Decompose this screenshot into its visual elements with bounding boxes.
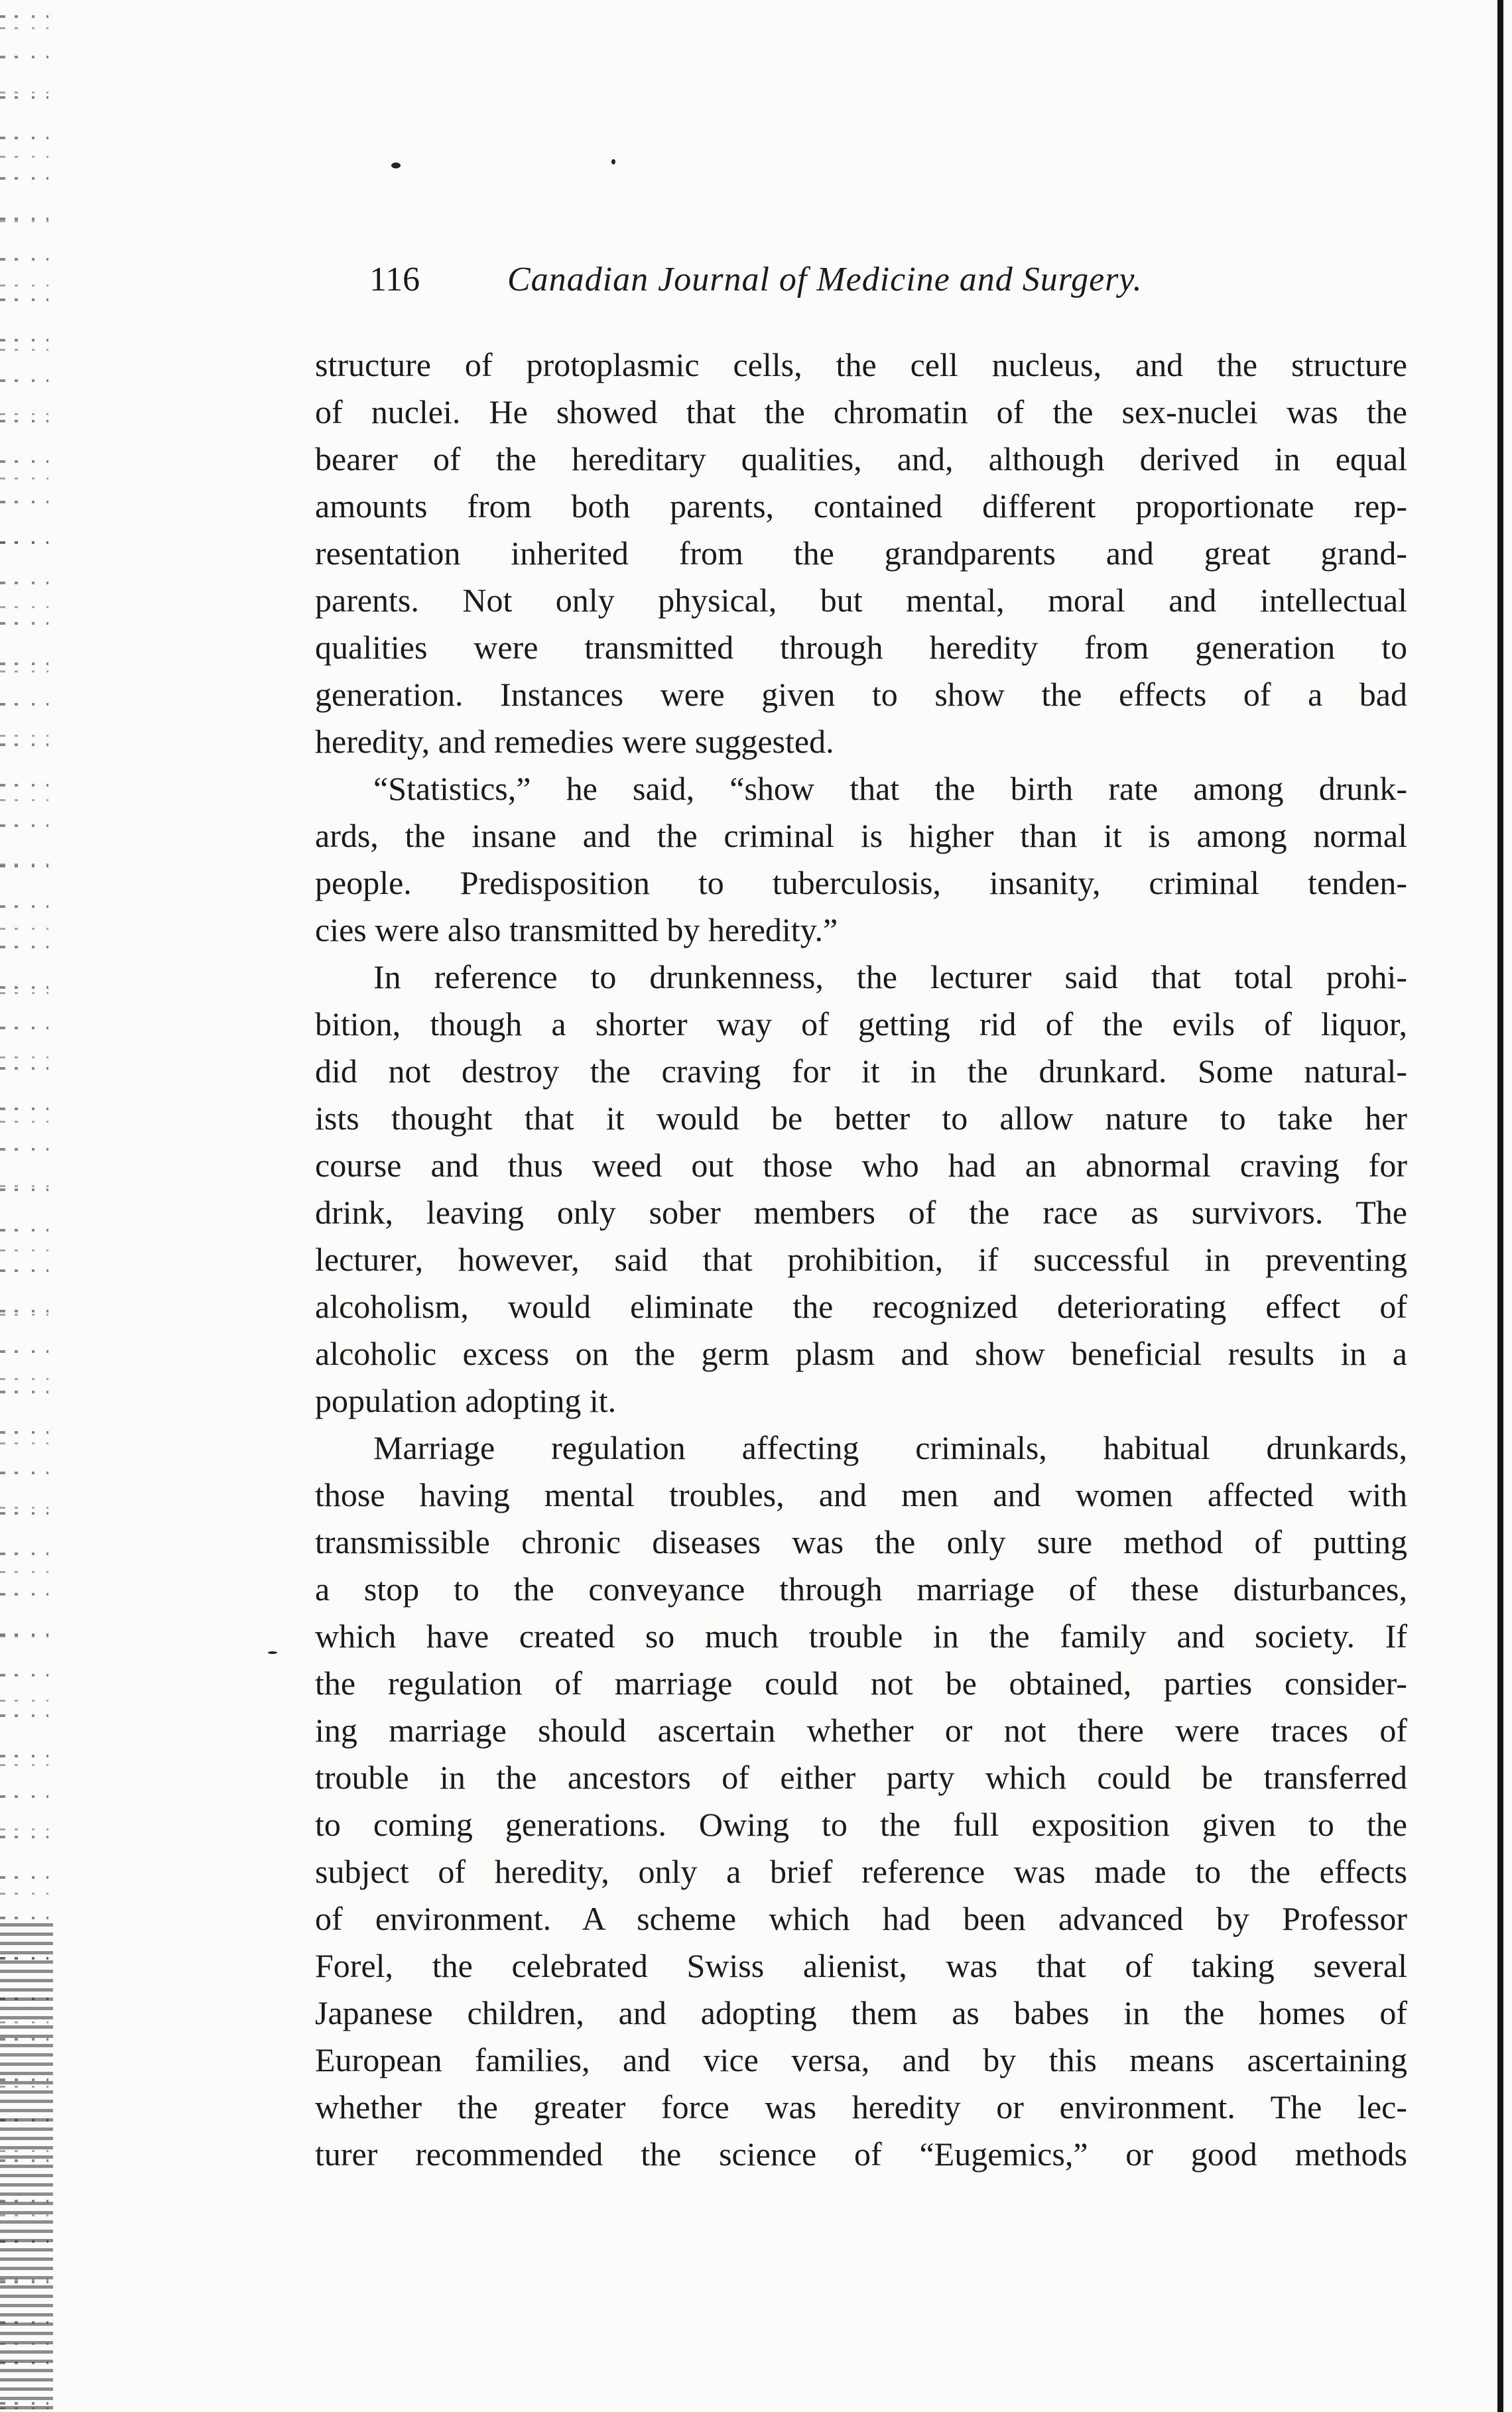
- text-line: In reference to drunkenness, the lecturer said that total prohi-: [373, 958, 1407, 995]
- text-line: Japanese children, and adopting them as babes in the homes of: [315, 1994, 1407, 2031]
- text-line: qualities were transmitted through heredity from generation to: [315, 629, 1407, 666]
- text-line: the regulation of marriage could not be obtained, parties consider-: [315, 1665, 1407, 1702]
- text-line: population adopting it.: [315, 1382, 617, 1419]
- text-line: generation. Instances were given to show the effects of a bad: [315, 676, 1407, 713]
- text-line: structure of protoplasmic cells, the cell nucleus, and the structure: [315, 346, 1407, 383]
- text-line: alcoholism, would eliminate the recognized deteriorating effect of: [315, 1288, 1407, 1325]
- journal-title: Canadian Journal of Medicine and Surgery.: [507, 261, 1143, 298]
- scan-speck: [391, 162, 401, 168]
- text-line: bearer of the hereditary qualities, and, although derived in equal: [315, 440, 1407, 477]
- text-line: subject of heredity, only a brief reference was made to the effects: [315, 1853, 1407, 1890]
- page-edge-rule: [1497, 0, 1503, 2412]
- text-line: which have created so much trouble in the family and society. If: [315, 1618, 1407, 1655]
- text-line: ards, the insane and the criminal is higher than it is among normal: [315, 817, 1407, 854]
- text-line: a stop to the conveyance through marriage of these disturbances,: [315, 1570, 1407, 1608]
- article-body: [315, 342, 1407, 2178]
- text-line: amounts from both parents, contained different proportionate rep-: [315, 487, 1407, 525]
- text-line: ists thought that it would be better to allow nature to take her: [315, 1100, 1407, 1137]
- text-line: whether the greater force was heredity or environment. The lec-: [315, 2088, 1407, 2126]
- text-line: European families, and vice versa, and by this means ascertaining: [315, 2041, 1407, 2078]
- text-line: alcoholic excess on the germ plasm and show beneficial results in a: [315, 1335, 1407, 1372]
- text-line: those having mental troubles, and men and women affected with: [315, 1476, 1407, 1513]
- scan-edge-shadow: [0, 1923, 53, 2412]
- text-line: Forel, the celebrated Swiss alienist, was that of taking several: [315, 1947, 1407, 1984]
- text-line: of environment. A scheme which had been advanced by Professor: [315, 1900, 1407, 1937]
- text-line: drink, leaving only sober members of the race as survivors. The: [315, 1194, 1407, 1231]
- text-line: course and thus weed out those who had an abnormal craving for: [315, 1147, 1407, 1184]
- text-line: turer recommended the science of “Eugemics,” or good methods: [315, 2135, 1407, 2173]
- text-line: resentation inherited from the grandparents and great grand-: [315, 535, 1407, 572]
- text-line: Marriage regulation affecting criminals, habitual drunkards,: [373, 1429, 1407, 1466]
- scan-speck: [611, 159, 615, 164]
- text-line: ing marriage should ascertain whether or not there were traces of: [315, 1712, 1407, 1749]
- text-line: bition, though a shorter way of getting rid of the evils of liquor,: [315, 1005, 1407, 1043]
- text-line: of nuclei. He showed that the chromatin of the sex-nuclei was the: [315, 393, 1407, 430]
- text-line: trouble in the ancestors of either party which could be transferred: [315, 1759, 1407, 1796]
- text-line: parents. Not only physical, but mental, moral and intellectual: [315, 582, 1407, 619]
- text-line: lecturer, however, said that prohibition, if successful in preventing: [315, 1241, 1407, 1278]
- text-line: people. Predisposition to tuberculosis, insanity, criminal tenden-: [315, 864, 1407, 901]
- text-line: to coming generations. Owing to the full exposition given to the: [315, 1806, 1407, 1843]
- text-line: heredity, and remedies were suggested.: [315, 723, 834, 760]
- text-line: cies were also transmitted by heredity.”: [315, 911, 838, 948]
- text-line: “Statistics,” he said, “show that the birth rate among drunk-: [373, 770, 1407, 807]
- running-header: [369, 260, 1407, 306]
- scan-speck: [268, 1651, 277, 1654]
- page-number: 116: [369, 261, 420, 298]
- text-line: transmissible chronic diseases was the only sure method of putting: [315, 1523, 1407, 1560]
- text-line: did not destroy the craving for it in the drunkard. Some natural-: [315, 1052, 1407, 1090]
